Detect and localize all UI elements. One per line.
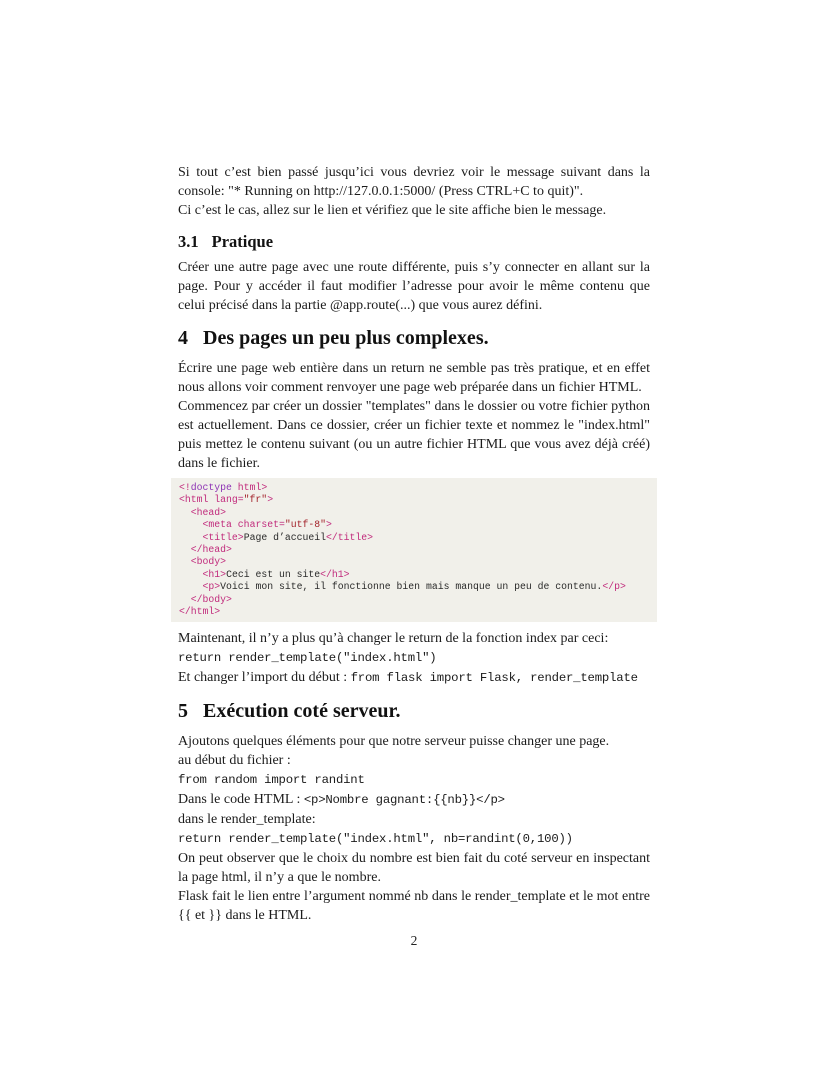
section-title: Pratique (211, 232, 274, 251)
code-line: <title>Page d’accueil</title> (202, 531, 374, 543)
code-line: </body> (190, 593, 232, 605)
section-5-paragraph (178, 732, 650, 925)
inline-code: from random import randint (178, 773, 365, 788)
code-block (171, 478, 657, 622)
section-number: 4 (178, 327, 188, 349)
text-column (178, 163, 650, 925)
text-run: Flask fait le lien entre l’argument nommé nb dans le render_template et le mot entre {{ et }} dans le HTML. (178, 889, 650, 924)
text-run: Si tout c’est bien passé jusqu’ici vous devriez voir le message suivant dans la console: "* Running on http://127.0.0.1:5000/ (Press CTRL+C to quit)". (178, 165, 650, 199)
code-line: <body> (190, 556, 227, 568)
section-number: 5 (178, 700, 188, 723)
text-run: Commencez par créer un dossier "templates" dans le dossier ou votre fichier python est actuellement. Dans ce dossier, créer un fichier texte et nommez le "index.html" puis mettez le contenu suivant (ou un autre fichier HTML que vous avez déjà créé) dans le fichier. (178, 399, 650, 471)
text-run: Dans le code HTML : (178, 792, 304, 808)
maintenant-paragraph (178, 629, 650, 688)
section-5-heading (178, 699, 650, 724)
text-run: Maintenant, il n’y a plus qu’à changer le return de la fonction index par ceci: (178, 631, 609, 647)
code-line: <h1>Ceci est un site</h1> (202, 568, 350, 580)
page-number: 2 (410, 933, 418, 948)
code-line: <p>Voici mon site, il fonctionne bien mais manque un peu de contenu.</p> (202, 581, 626, 593)
text-run: dans le render_template: (178, 812, 316, 828)
practice-paragraph (178, 258, 650, 315)
inline-code: return render_template("index.html") (178, 651, 437, 666)
inline-code: <p>Nombre gagnant:{{nb}}</p> (303, 793, 505, 808)
text-run: Ajoutons quelques éléments pour que notre serveur puisse changer une page. (178, 734, 610, 750)
inline-code: return render_template("index.html", nb=randint(0,100)) (178, 832, 573, 847)
code-line: </head> (190, 544, 232, 556)
section-4-paragraph (178, 359, 650, 473)
code-line: <html lang="fr"> (179, 494, 274, 506)
text-run: On peut observer que le choix du nombre est bien fait du coté serveur en inspectant la page html, il n’y a que le nombre. (178, 851, 650, 886)
section-3-1-heading (178, 232, 650, 252)
section-title: Des pages un peu plus complexes. (203, 327, 489, 349)
text-run: au début du fichier : (178, 753, 291, 769)
intro-paragraph (178, 163, 650, 220)
text-run: Écrire une page web entière dans un return ne semble pas très pratique, et en effet nous allons voir comment renvoyer une page web préparée dans un fichier HTML. (178, 361, 650, 395)
text-run: Créer une autre page avec une route différente, puis s’y connecter en allant sur la page. Pour y accéder il faut modifier l’adresse pour avoir le même contenu que celui précisé dans la partie @app.route(...) que vous aurez défini. (178, 260, 650, 313)
text-run: Ci c’est le cas, allez sur le lien et vérifiez que le site affiche bien le message. (178, 203, 607, 218)
code-line: <meta charset="utf-8"> (202, 519, 332, 531)
code-line: <head> (190, 506, 227, 518)
inline-code: from flask import Flask, render_template (350, 671, 638, 686)
section-4-heading (178, 326, 650, 351)
text-run: Et changer l’import du début : (178, 670, 351, 686)
section-number: 3.1 (178, 232, 199, 251)
code-line: <!doctype html> (179, 482, 268, 493)
code-line: </html> (179, 606, 221, 618)
section-title: Exécution coté serveur. (203, 700, 401, 723)
